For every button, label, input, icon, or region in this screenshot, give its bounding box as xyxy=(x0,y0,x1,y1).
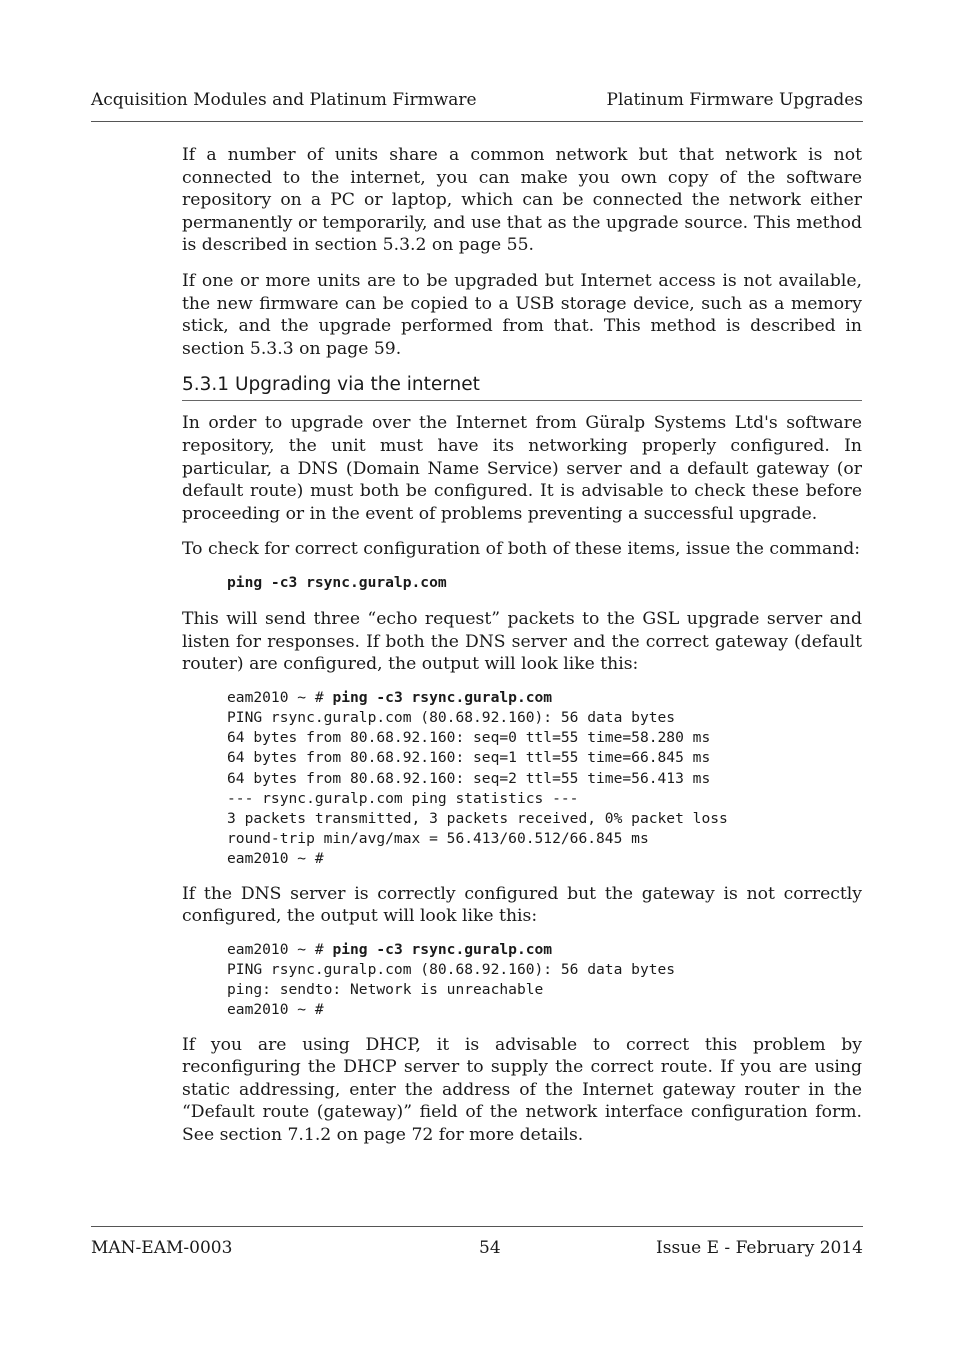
paragraph-dhcp-fix: If you are using DHCP, it is advisable to correct this problem by reconfiguring the DHCP server to supply the correct route. If you are using static addressing, enter the address of the Internet gateway router in the “Default route (gateway)” field of the network interface configuration form. See section 7.1.2 on page 72 for more details. xyxy=(182,1034,862,1145)
paragraph-local-repository: If a number of units share a common network but that network is not connected to the internet, you can make you own copy of the software repository on a PC or laptop, which can be connected the network either permanently or temporarily, and use that as the upgrade source. This method is described in section 5.3.2 on page 55. xyxy=(182,145,862,256)
code-line: 3 packets transmitted, 3 packets received, 0% packet loss xyxy=(227,809,728,827)
page-footer xyxy=(91,1226,863,1267)
code-block-success-output xyxy=(227,688,862,870)
footer-document-id: MAN-EAM-0003 xyxy=(91,1238,233,1258)
code-line: --- rsync.guralp.com ping statistics --- xyxy=(227,789,579,807)
code-line-prompt xyxy=(227,688,862,708)
code-line: 64 bytes from 80.68.92.160: seq=0 ttl=55 time=58.280 ms xyxy=(227,729,711,747)
shell-command: ping -c3 rsync.guralp.com xyxy=(332,940,553,958)
code-line-prompt xyxy=(227,940,862,960)
code-block-unreachable-output xyxy=(227,940,862,1021)
code-line: PING rsync.guralp.com (80.68.92.160): 56 data bytes xyxy=(227,708,676,726)
code-line: 64 bytes from 80.68.92.160: seq=2 ttl=55 time=56.413 ms xyxy=(227,769,711,787)
code-line: round-trip min/avg/max = 56.413/60.512/66.845 ms xyxy=(227,830,649,848)
shell-prompt: eam2010 ~ # xyxy=(227,688,333,706)
code-line: PING rsync.guralp.com (80.68.92.160): 56 data bytes xyxy=(227,960,676,978)
paragraph-usb-upgrade: If one or more units are to be upgraded but Internet access is not available, the new firmware can be copied to a USB storage device, such as a memory stick, and the upgrade performed from that. This method is described in section 5.3.3 on page 59. xyxy=(182,270,862,359)
footer-page-number: 54 xyxy=(479,1238,501,1258)
shell-prompt: eam2010 ~ # xyxy=(227,940,333,958)
section-heading: 5.3.1 Upgrading via the internet xyxy=(182,373,862,401)
header-document-title: Acquisition Modules and Platinum Firmware xyxy=(91,90,477,110)
paragraph-network-requirements: In order to upgrade over the Internet from Güralp Systems Ltd's software repository, the unit must have its networking properly configured. In particular, a DNS (Domain Name Service) server and a default gateway (or default route) must both be configured. It is advisable to check these before proceeding or in the event of problems preventing a successful upgrade. xyxy=(182,413,862,524)
ping-command: ping -c3 rsync.guralp.com xyxy=(227,573,447,591)
page-header xyxy=(91,88,863,122)
main-content xyxy=(182,144,862,1159)
code-line: ping: sendto: Network is unreachable xyxy=(227,981,544,999)
code-line: eam2010 ~ # xyxy=(227,1001,324,1019)
paragraph-check-command-intro: To check for correct configuration of both of these items, issue the command: xyxy=(182,539,861,560)
header-chapter-title: Platinum Firmware Upgrades xyxy=(606,90,863,110)
shell-command: ping -c3 rsync.guralp.com xyxy=(332,688,553,706)
paragraph-echo-request: This will send three “echo request” packets to the GSL upgrade server and listen for responses. If both the DNS server and the correct gateway (default router) are configured, the output will look like this: xyxy=(182,608,862,675)
footer-issue-date: Issue E - February 2014 xyxy=(656,1238,863,1258)
paragraph-gateway-misconfigured: If the DNS server is correctly configured but the gateway is not correctly configured, the output will look like this: xyxy=(182,883,862,927)
code-line: eam2010 ~ # xyxy=(227,850,324,868)
code-line: 64 bytes from 80.68.92.160: seq=1 ttl=55 time=66.845 ms xyxy=(227,749,711,767)
